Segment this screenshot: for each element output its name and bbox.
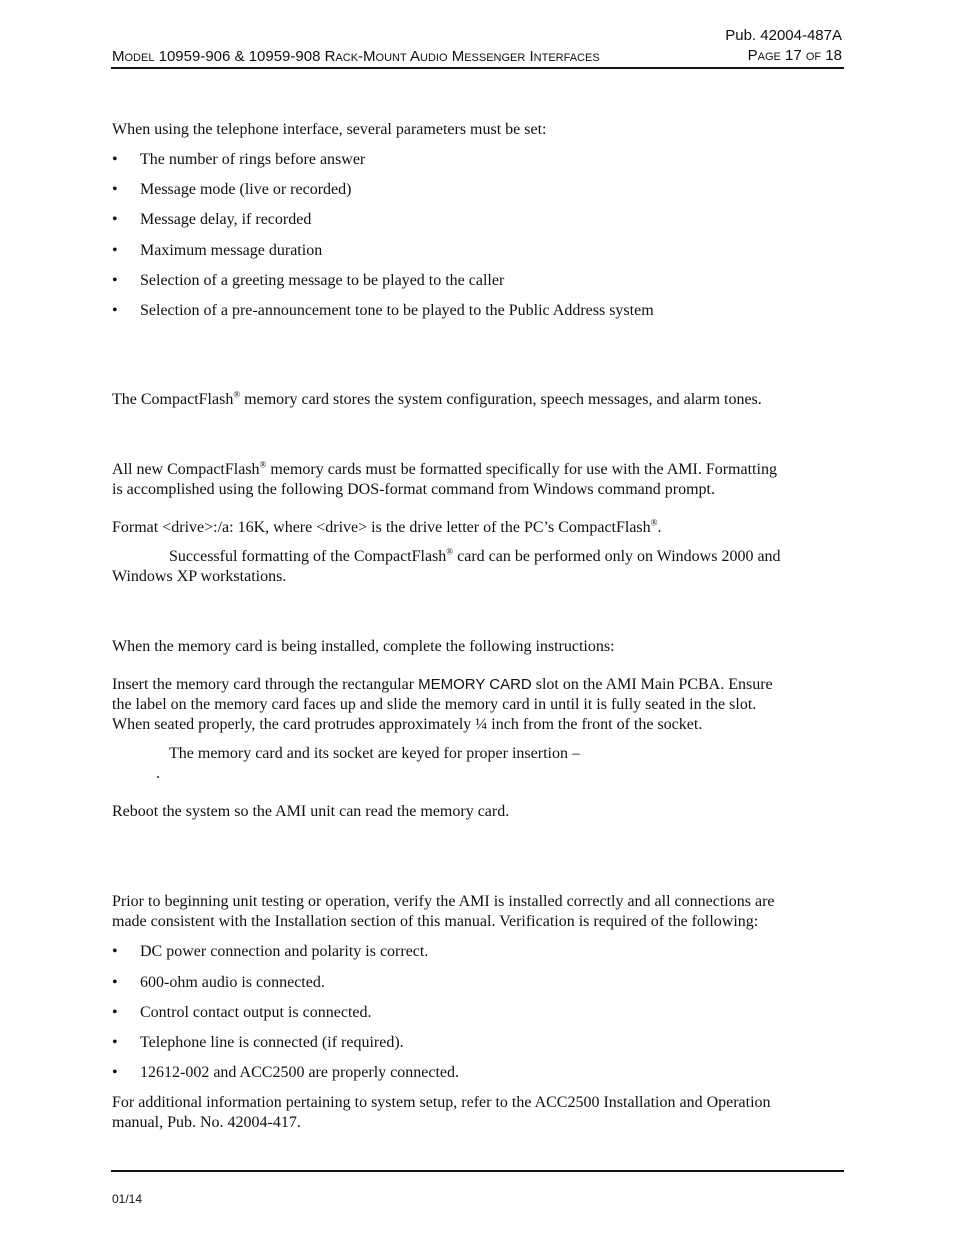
- header-rule: [111, 67, 844, 69]
- install-step-insert: Insert the memory card through the rectangular MEMORY CARD slot on the AMI Main PCBA. Ensure the label on the memory card faces up and slide the memory card in until it is fully seated in the slot. When seated properly, the card protrudes approximately ¼ inch from the front of the socket.: [112, 676, 773, 733]
- memory-card-label: MEMORY CARD: [418, 676, 532, 693]
- memory-card-description: The CompactFlash® memory card stores the system configuration, speech messages, and alarm tones.: [112, 389, 762, 408]
- install-step-reboot: Reboot the system so the AMI unit can read the memory card.: [112, 803, 510, 820]
- keyed-insertion-note: The memory card and its socket are keyed for proper insertion – .: [156, 745, 580, 782]
- format-command: Format <drive>:/a: 16K, where <drive> is the drive letter of the PC’s CompactFlash®.: [112, 517, 662, 536]
- page-number: Page 17 of 18: [747, 47, 842, 64]
- additional-info: For additional information pertaining to system setup, refer to the ACC2500 Installation and Operation manual, Pub. No. 42004-417.: [112, 1094, 771, 1131]
- footer-rule: [111, 1170, 844, 1172]
- formatting-paragraph: All new CompactFlash® memory cards must be formatted specifically for use with the AMI. Formatting is accomplished using the following DOS-format command from Windows command prompt.: [112, 459, 777, 498]
- telephone-intro: When using the telephone interface, several parameters must be set:: [112, 121, 547, 138]
- revision-date: 01/14: [112, 1192, 143, 1206]
- document-title: Model 10959-906 & 10959-908 Rack-Mount Audio Messenger Interfaces: [112, 48, 600, 65]
- install-intro: When the memory card is being installed, complete the following instructions:: [112, 638, 615, 655]
- publication-number: Pub. 42004-487A: [725, 27, 842, 44]
- formatting-note: Successful formatting of the CompactFlash® card can be performed only on Windows 2000 and Windows XP workstations.: [112, 546, 781, 585]
- verification-intro: Prior to beginning unit testing or operation, verify the AMI is installed correctly and all connections are made consistent with the Installation section of this manual. Verification is required of the following:: [112, 893, 775, 930]
